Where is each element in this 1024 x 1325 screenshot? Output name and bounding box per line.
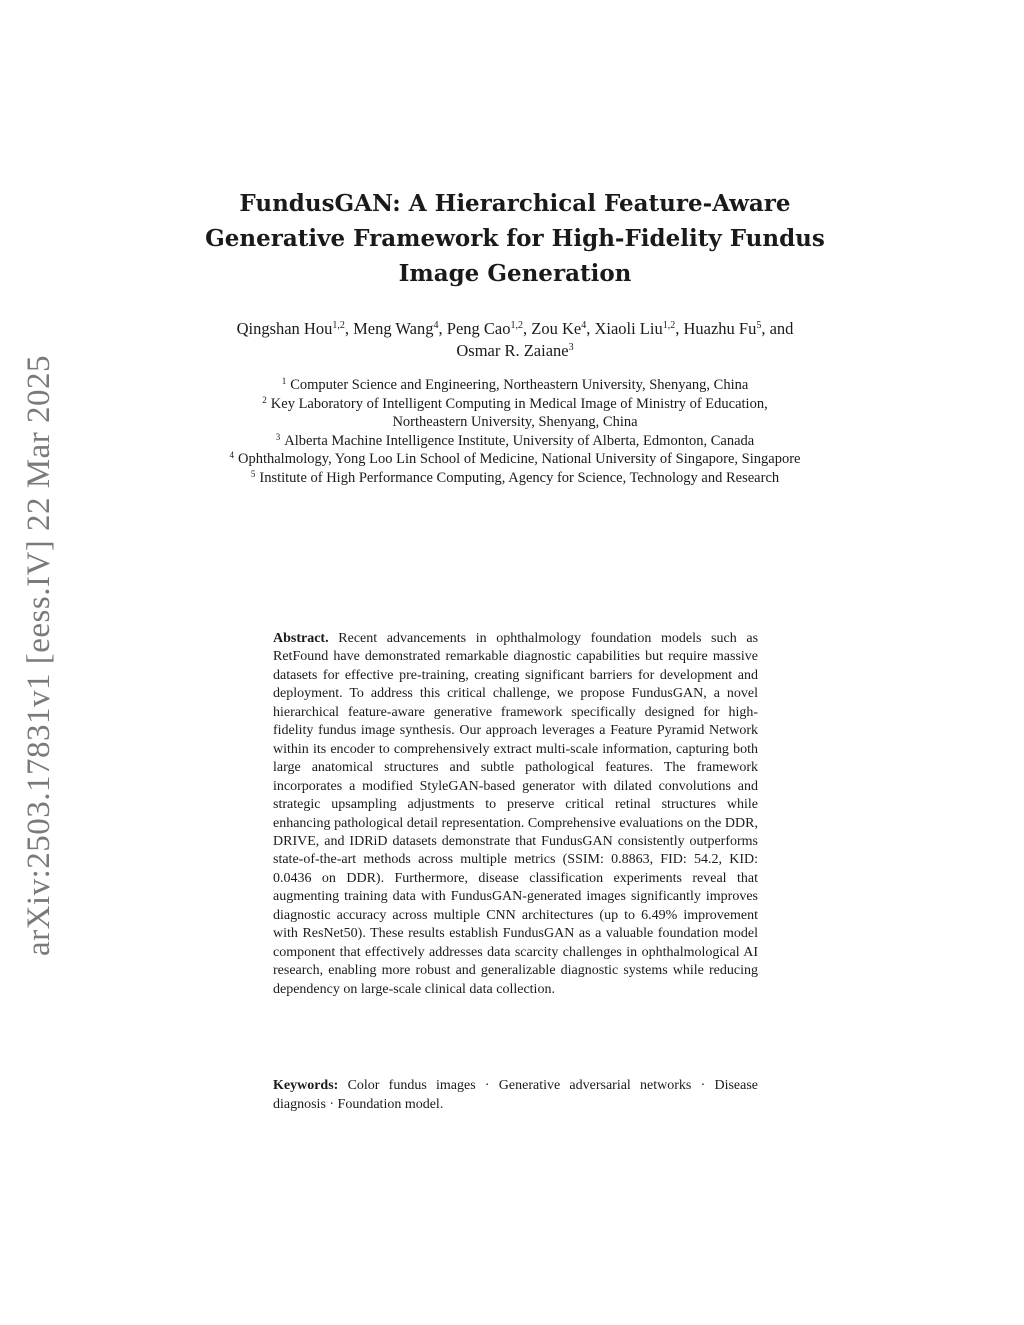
title-line: FundusGAN: A Hierarchical Feature-Aware — [239, 190, 791, 217]
abstract-text: Recent advancements in ophthalmology foundation models such as RetFound have demonstrated remarkable diagnostic capabilities but require massive datasets for effective pre-training, creating significant barriers for development and deployment. To address this critical challenge, we propose FundusGAN, a novel hierarchical feature-aware generative framework specifically designed for high-fidelity fundus image synthesis. Our approach leverages a Feature Pyramid Network within its encoder to comprehensively extract multi-scale information, capturing both large anatomical structures and subtle pathological features. The framework incorporates a modified StyleGAN-based generator with dilated convolutions and strategic upsampling adjustments to preserve critical retinal structures while enhancing pathological detail representation. Comprehensive evaluations on the DDR, DRIVE, and IDRiD datasets demonstrate that FundusGAN consistently outperforms state-of-the-art methods across multiple metrics (SSIM: 0.8863, FID: 54.2, KID: 0.0436 on DDR). Furthermore, disease classification experiments reveal that augmenting training data with FundusGAN-generated images significantly improves diagnostic accuracy across multiple CNN architectures (up to 6.49% improvement with ResNet50). These results establish FundusGAN as a valuable foundation model component that effectively addresses data scarcity challenges in ophthalmological AI research, enabling more robust and generalizable diagnostic systems while reducing dependency on large-scale clinical data collection. — [273, 631, 759, 997]
affiliation-list — [225, 376, 805, 487]
author-name: Meng Wang — [353, 319, 434, 338]
paper-title — [200, 186, 830, 291]
affiliation-number: 4 — [229, 450, 234, 460]
affiliation-item — [225, 395, 805, 432]
affiliation-item — [225, 450, 805, 469]
author-name: Peng Cao — [446, 319, 511, 338]
affiliation-text: Ophthalmology, Yong Loo Lin School of Medicine, National University of Singapore, Singapore — [238, 451, 801, 467]
affiliation-text: Key Laboratory of Intelligent Computing in Medical Image of Ministry of Education, Northeastern University, Shenyang, China — [270, 395, 768, 430]
author-name: Osmar R. Zaiane — [456, 341, 569, 360]
author-conjunction: and — [769, 319, 794, 338]
author-affil-sup: 1,2 — [662, 320, 676, 331]
author-name: Qingshan Hou — [236, 319, 333, 338]
keywords-text: Color fundus images · Generative adversarial networks · Disease diagnosis · Foundation model. — [273, 1078, 759, 1112]
affiliation-item — [225, 432, 805, 451]
title-line: Image Generation — [398, 260, 632, 287]
keywords-block — [273, 1077, 758, 1114]
author-affil-sup: 3 — [568, 342, 574, 353]
abstract-label: Abstract. — [273, 631, 329, 646]
author-name: Huazhu Fu — [683, 319, 757, 338]
author-affil-sup: 1,2 — [332, 320, 345, 331]
author-affil-sup: 5 — [756, 320, 762, 331]
affiliation-text: Institute of High Performance Computing, Agency for Science, Technology and Research — [259, 469, 780, 486]
author-affil-sup: 1,2 — [510, 320, 523, 331]
arxiv-identifier-stamp — [12, 350, 68, 960]
affiliation-number: 2 — [262, 394, 267, 405]
author-affil-sup: 4 — [581, 320, 587, 331]
abstract-block — [273, 630, 758, 999]
author-name: Xiaoli Liu — [594, 319, 663, 338]
affiliation-text: Alberta Machine Intelligence Institute, University of Alberta, Edmonton, Canada — [284, 432, 755, 449]
affiliation-number: 1 — [281, 376, 287, 386]
affiliation-number: 5 — [250, 468, 256, 479]
author-list: Qingshan Hou$^{1,2}$, Meng Wang$^4$, Peng Cao$^{1,2}$, Zou Ke$^4$, Xiaoli Liu$^{1,2}$, Huazhu Fu$^5$, and Osmar R. Zaiane$^3$ — [236, 319, 794, 360]
affiliation-text: Computer Science and Engineering, Northeastern University, Shenyang, China — [290, 377, 749, 393]
arxiv-identifier-text: arXiv:2503.17831v1 [eess.IV] 22 Mar 2025 — [21, 354, 58, 956]
author-name: Zou Ke — [531, 319, 582, 338]
affiliation-number: 3 — [275, 431, 281, 442]
affiliation-item — [225, 469, 805, 488]
author-affil-sup: 4 — [433, 320, 439, 331]
affiliation-item — [225, 376, 805, 395]
keywords-label: Keywords: — [273, 1078, 339, 1093]
title-line: Generative Framework for High-Fidelity Fundus — [205, 225, 825, 252]
